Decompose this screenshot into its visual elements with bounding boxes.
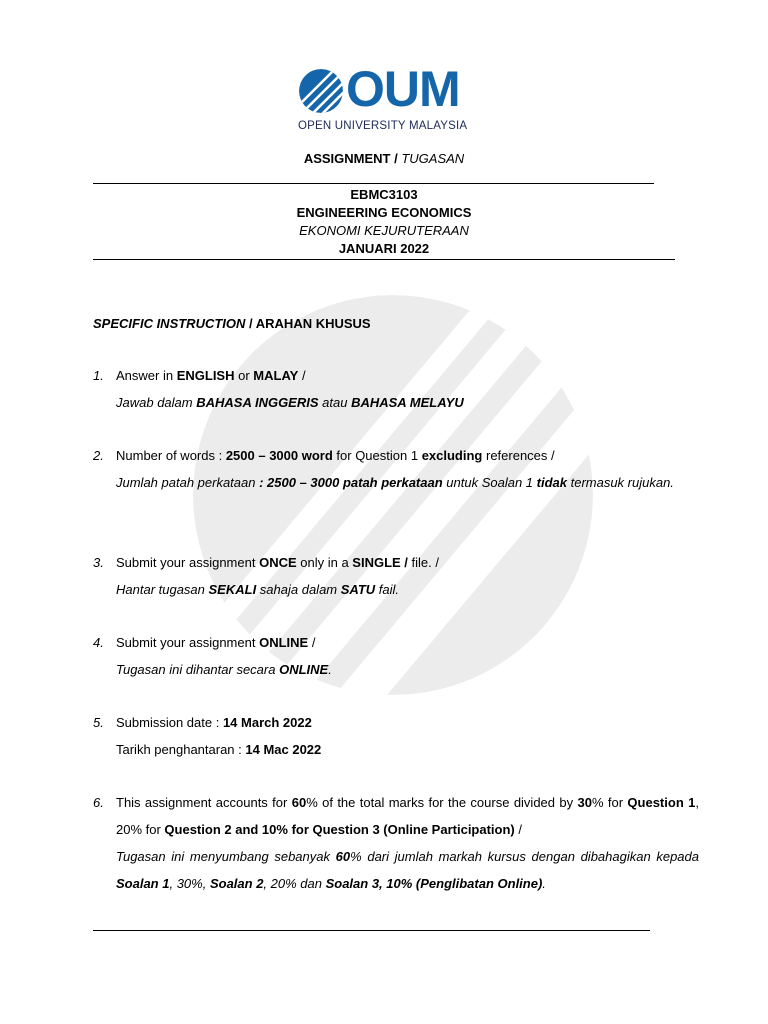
instruction-4: 4. Submit your assignment ONLINE / Tugasan ini dihantar secara ONLINE.	[93, 629, 699, 683]
instruction-5-ms: Tarikh penghantaran : 14 Mac 2022	[116, 742, 322, 757]
logo-wordmark: OUM	[346, 61, 460, 117]
instruction-5-en: Submission date : 14 March 2022	[116, 715, 312, 730]
bottom-divider	[93, 930, 650, 931]
oum-logo	[298, 61, 474, 136]
course-name-ms: EKONOMI KEJURUTERAAN	[299, 223, 469, 238]
instruction-6-ms: Tugasan ini menyumbang sebanyak 60% dari jumlah markah kursus dengan dibahagikan kepada Soalan 1, 30%, Soalan 2, 20% dan Soalan 3, 10% (Penglibatan Online).	[116, 849, 699, 891]
instruction-4-en: Submit your assignment ONLINE /	[116, 635, 316, 650]
logo-subtitle: OPEN UNIVERSITY MALAYSIA	[298, 120, 468, 132]
instruction-3-ms: Hantar tugasan SEKALI sahaja dalam SATU fail.	[116, 582, 400, 597]
heading-en: ASSIGNMENT	[303, 151, 391, 166]
heading-ms: TUGASAN	[401, 151, 465, 166]
instructions-heading: SPECIFIC INSTRUCTION / ARAHAN KHUSUS	[93, 316, 371, 331]
instruction-6: 6. This assignment accounts for 60% of the total marks for the course divided by 30% for Question 1, 20% for Question 2 and 10% for Question 3 (Online Participation) / Tugasan ini menyumbang sebanyak 60% dari jumlah markah kursus dengan dibahagikan kepada Soalan 1, 30%, Soalan 2, 20% dan Soalan 3, 10% (Penglibatan Online).	[93, 789, 699, 897]
instruction-2: 2. Number of words : 2500 – 3000 word for Question 1 excluding references / Jumlah patah perkataan : 2500 – 3000 patah perkataan untuk Soalan 1 tidak termasuk rujukan.	[93, 442, 699, 523]
course-divider	[93, 259, 675, 260]
instruction-1: 1. Answer in ENGLISH or MALAY / Jawab dalam BAHASA INGGERIS atau BAHASA MELAYU	[93, 362, 699, 416]
instruction-5: 5. Submission date : 14 March 2022 Tarikh penghantaran : 14 Mac 2022	[93, 709, 699, 763]
instruction-2-en: Number of words : 2500 – 3000 word for Question 1 excluding references /	[116, 448, 555, 463]
semester: JANUARI 2022	[338, 241, 430, 256]
instruction-1-en: Answer in ENGLISH or MALAY /	[116, 368, 306, 383]
instruction-1-ms: Jawab dalam BAHASA INGGERIS atau BAHASA MELAYU	[116, 395, 464, 410]
instruction-3: 3. Submit your assignment ONCE only in a SINGLE / file. / Hantar tugasan SEKALI sahaja dalam SATU fail.	[93, 549, 699, 603]
course-code: EBMC3103	[350, 187, 418, 202]
top-divider	[93, 183, 654, 184]
instruction-4-ms: Tugasan ini dihantar secara ONLINE.	[116, 662, 332, 677]
course-name-en: ENGINEERING ECONOMICS	[296, 205, 472, 220]
oum-globe-icon	[298, 68, 344, 114]
instruction-3-en: Submit your assignment ONCE only in a SINGLE / file. /	[116, 555, 439, 570]
instruction-2-ms: Jumlah patah perkataan : 2500 – 3000 patah perkataan untuk Soalan 1 tidak termasuk rujukan.	[116, 475, 674, 490]
assignment-heading: ASSIGNMENT / TUGASAN	[303, 151, 465, 166]
instruction-6-en: This assignment accounts for 60% of the total marks for the course divided by 30% for Question 1, 20% for Question 2 and 10% for Question 3 (Online Participation) /	[116, 795, 699, 837]
